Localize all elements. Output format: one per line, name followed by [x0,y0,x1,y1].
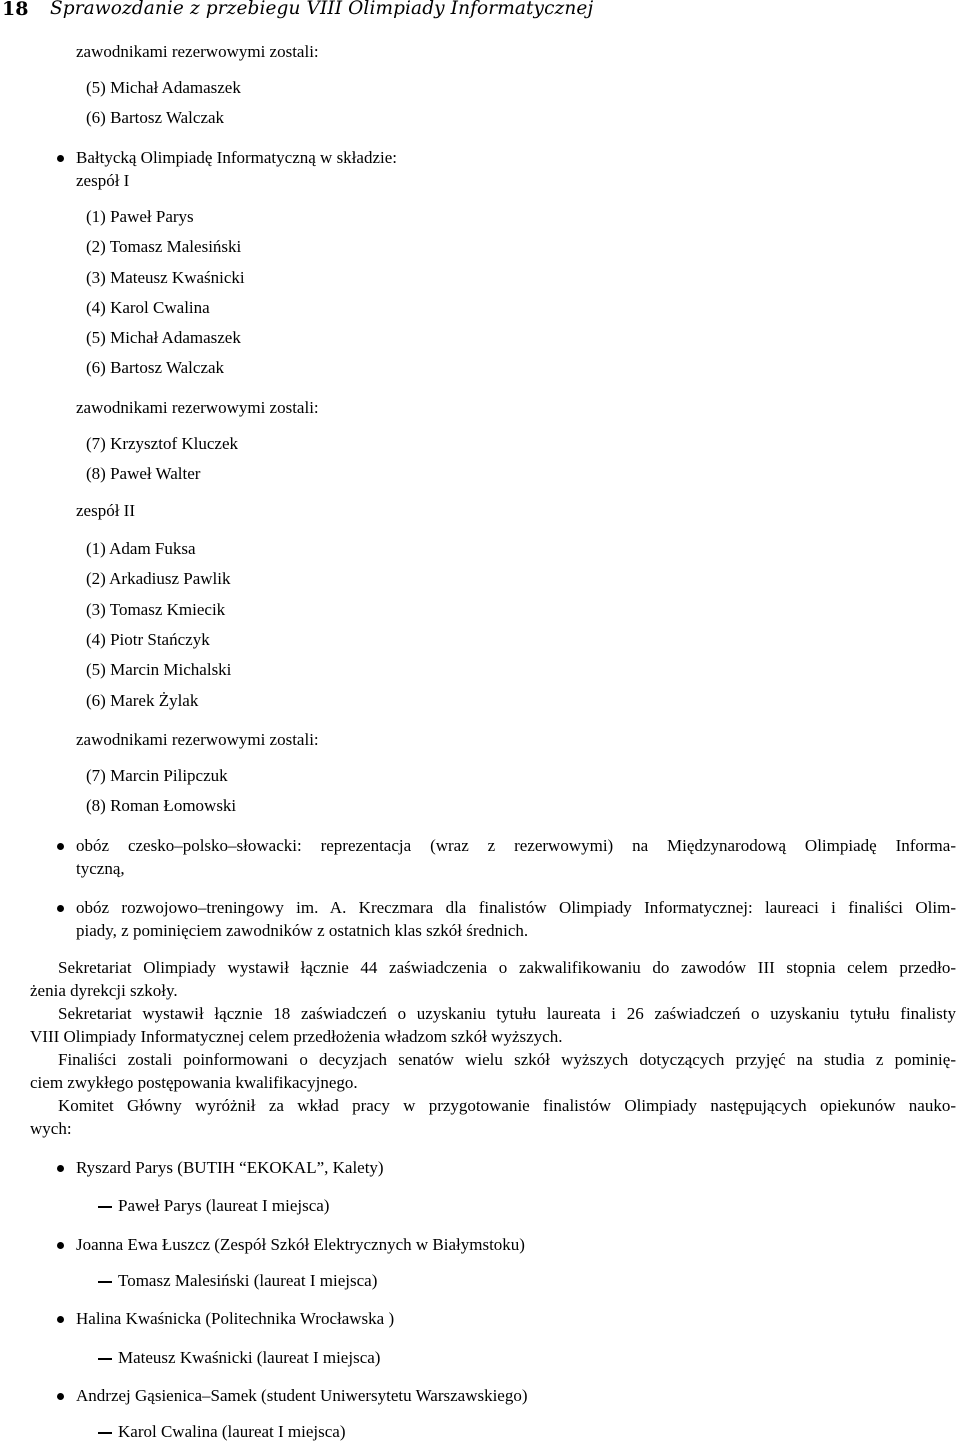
boi-intro: Bałtycką Olimpiadę Informatyczną w składzie: [76,148,397,167]
list-item: (7) Krzysztof Kluczek [86,434,238,453]
list-item: (5) Marcin Michalski [86,660,232,679]
reserve-label: zawodnikami rezerwowymi zostali: [76,42,319,61]
list-item: (1) Paweł Parys [86,207,194,226]
list-item: (2) Tomasz Malesiński [86,237,242,256]
bullet-icon [57,155,64,162]
list-item: (8) Paweł Walter [86,464,201,483]
list-item: (4) Karol Cwalina [86,298,210,317]
team1-label: zespół I [76,171,130,190]
dash-icon [98,1432,112,1434]
bullet-icon [57,905,64,912]
paragraph-2-line1: Sekretariat wystawił łącznie 18 zaświadczeń o uzyskaniu tytułu laureata i 26 zaświadczeń o uzyskaniu tytułu finalisty [58,1004,956,1023]
dash-icon [98,1281,112,1283]
list-item: (6) Bartosz Walczak [86,108,225,127]
page-number: 18 [2,0,29,20]
camp1-line1: obóz czesko–polsko–słowacki: reprezentacja (wraz z rezerwowymi) na Międzynarodową Olimpiadę Informa- [76,836,956,855]
list-item: (5) Michał Adamaszek [86,328,241,347]
reserve-label: zawodnikami rezerwowymi zostali: [76,730,319,749]
paragraph-3-line2: ciem zwykłego postępowania kwalifikacyjnego. [30,1073,358,1092]
list-item: (6) Bartosz Walczak [86,358,225,377]
paragraph-2-line2: VIII Olimpiady Informatycznej celem przedłożenia władzom szkół wyższych. [30,1027,563,1046]
mentor-name: Andrzej Gąsienica–Samek (student Uniwersytetu Warszawskiego) [76,1386,528,1405]
camp1-line2: tyczną, [76,859,125,878]
reserve-label: zawodnikami rezerwowymi zostali: [76,398,319,417]
mentor-student: Tomasz Malesiński (laureat I miejsca) [118,1271,378,1290]
list-item: (5) Michał Adamaszek [86,78,241,97]
dash-icon [98,1206,112,1208]
list-item: (4) Piotr Stańczyk [86,630,210,649]
mentor-student: Mateusz Kwaśnicki (laureat I miejsca) [118,1348,381,1367]
mentor-student: Karol Cwalina (laureat I miejsca) [118,1422,346,1441]
paragraph-4-line2: wych: [30,1119,72,1138]
bullet-icon [57,843,64,850]
dash-icon [98,1358,112,1360]
mentor-name: Joanna Ewa Łuszcz (Zespół Szkół Elektrycznych w Białymstoku) [76,1235,525,1254]
paragraph-4-line1: Komitet Główny wyróżnił za wkład pracy w przygotowanie finalistów Olimpiady następujących opiekunów nauko- [58,1096,956,1115]
mentor-name: Ryszard Parys (BUTIH “EKOKAL”, Kalety) [76,1158,384,1177]
bullet-icon [57,1316,64,1323]
list-item: (7) Marcin Pilipczuk [86,766,228,785]
running-title: Sprawozdanie z przebiegu VIII Olimpiady Informatycznej [50,0,594,19]
bullet-icon [57,1165,64,1172]
paragraph-1-line1: Sekretariat Olimpiady wystawił łącznie 44 zaświadczenia o zakwalifikowaniu do zawodów III stopnia celem przedło- [58,958,956,977]
bullet-icon [57,1242,64,1249]
camp2-line2: piady, z pominięciem zawodników z ostatnich klas szkół średnich. [76,921,529,940]
camp2-line1: obóz rozwojowo–treningowy im. A. Kreczmara dla finalistów Olimpiady Informatycznej: laureaci i finaliści Olim- [76,898,956,917]
paragraph-1-line2: żenia dyrekcji szkoły. [30,981,178,1000]
list-item: (3) Tomasz Kmiecik [86,600,226,619]
team2-label: zespół II [76,501,136,520]
list-item: (8) Roman Łomowski [86,796,237,815]
list-item: (2) Arkadiusz Pawlik [86,569,231,588]
mentor-student: Paweł Parys (laureat I miejsca) [118,1196,330,1215]
list-item: (1) Adam Fuksa [86,539,196,558]
list-item: (6) Marek Żylak [86,691,199,710]
paragraph-3-line1: Finaliści zostali poinformowani o decyzjach senatów wielu szkół wyższych dotyczących przyjęć na studia z pominię- [58,1050,956,1069]
bullet-icon [57,1393,64,1400]
mentor-name: Halina Kwaśnicka (Politechnika Wrocławska ) [76,1309,395,1328]
list-item: (3) Mateusz Kwaśnicki [86,268,245,287]
